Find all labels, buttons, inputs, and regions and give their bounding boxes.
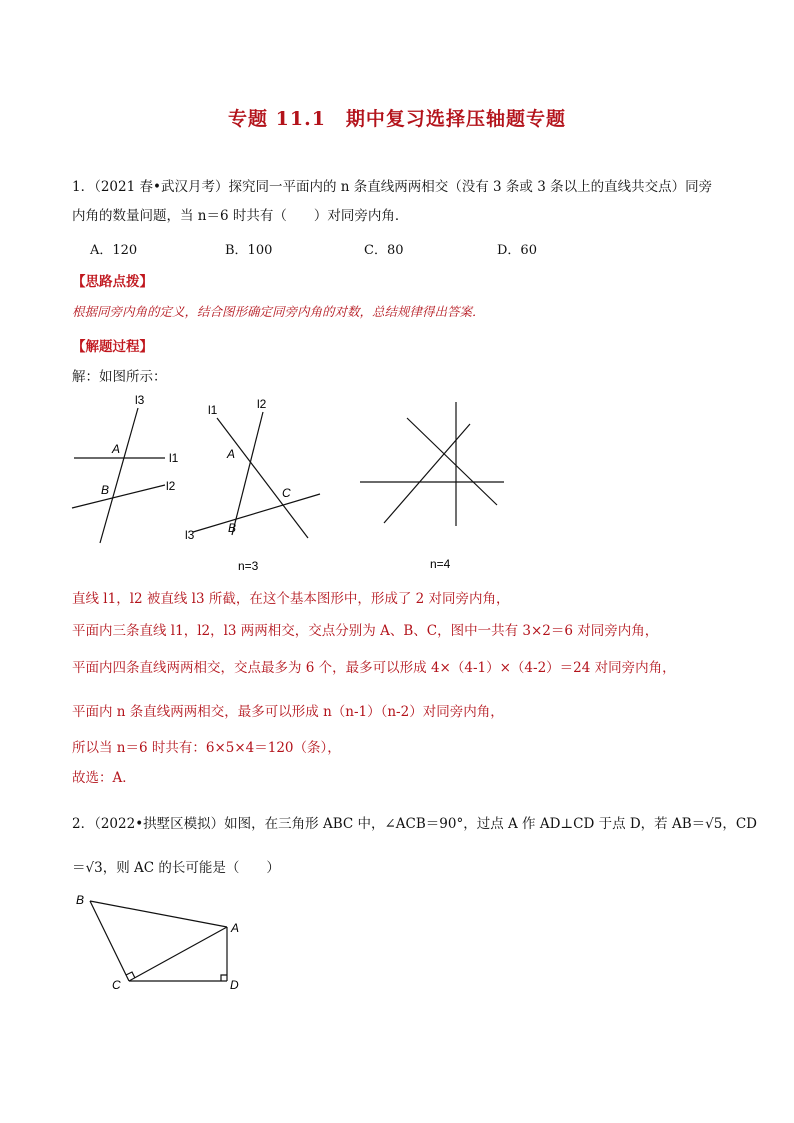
label-b-fig1: B (101, 483, 110, 497)
line-l3-fig2 (193, 494, 320, 532)
solution-step-2: 平面内三条直线 l1，l2，l3 两两相交，交点分别为 A、B、C，图中一共有 3×2＝6 对同旁内角， (72, 623, 659, 639)
hint-heading: 【思路点拨】 (72, 274, 153, 290)
line-4-fig3 (384, 424, 470, 523)
solution-step-5: 所以当 n＝6 时共有：6×5×4＝120（条）， (72, 740, 341, 756)
q2-line2: ＝√3，则 AC 的长可能是（ ） (72, 860, 280, 876)
q1-line2: 内角的数量问题，当 n＝6 时共有（ ）对同旁内角． (72, 208, 409, 224)
figure-two-lines-transversal (72, 408, 165, 543)
q2-figure (70, 885, 260, 1000)
q1-option-c: C．80 (364, 243, 404, 258)
label-l1-fig2: l1 (208, 403, 218, 417)
label-l1: l1 (169, 451, 179, 465)
line-l2 (72, 485, 165, 508)
label-a-fig1: A (112, 442, 121, 456)
figure-n4 (360, 402, 504, 526)
solution-step-3: 平面内四条直线两两相交，交点最多为 6 个，最多可以形成 4×（4-1）×（4-2）＝24 对同旁内角， (72, 660, 676, 676)
q1-option-a: A．120 (90, 243, 138, 258)
solution-step-4: 平面内 n 条直线两两相交，最多可以形成 n（n-1）（n-2）对同旁内角， (72, 704, 504, 720)
line-l1-fig2 (217, 418, 308, 538)
label-a-fig2: A (227, 447, 236, 461)
label-d-q2: D (230, 978, 239, 992)
hint-text: 根据同旁内角的定义，结合图形确定同旁内角的对数，总结规律得出答案． (72, 304, 485, 319)
label-a-q2: A (231, 921, 240, 935)
triangle-figure (90, 901, 227, 981)
label-l2-fig2: l2 (257, 397, 267, 411)
label-l3: l3 (135, 393, 145, 407)
label-c-q2: C (112, 978, 121, 992)
label-n4: n=4 (430, 557, 451, 571)
solution-heading: 【解题过程】 (72, 339, 153, 355)
solution-intro: 解：如图所示： (72, 369, 167, 385)
q1-line1: 1．（2021 春•武汉月考）探究同一平面内的 n 条直线两两相交（没有 3 条或 3 条以上的直线共交点）同旁 (72, 179, 713, 195)
page-title: 专题 11.1 期中复习选择压轴题专题 (228, 108, 566, 130)
figure-n3 (193, 412, 320, 538)
solution-step-6: 故选：A． (72, 770, 136, 786)
q1-option-d: D．60 (497, 243, 537, 258)
label-l3-fig2: l3 (185, 528, 195, 542)
label-c-fig2: C (282, 486, 291, 500)
line-l3 (100, 408, 138, 543)
label-l2: l2 (166, 479, 176, 493)
label-n3: n=3 (238, 559, 259, 573)
q2-line1: 2．（2022•拱墅区模拟）如图，在三角形 ABC 中，∠ACB＝90°，过点 A 作 AD⊥CD 于点 D，若 AB＝√5，CD (72, 816, 757, 832)
line-3-fig3 (407, 418, 497, 505)
q1-figures (60, 390, 520, 580)
label-b-fig2: B (228, 521, 237, 535)
solution-step-1: 直线 l1，l2 被直线 l3 所截，在这个基本图形中，形成了 2 对同旁内角， (72, 591, 510, 607)
q1-option-b: B．100 (225, 243, 273, 258)
label-b-q2: B (76, 893, 85, 907)
